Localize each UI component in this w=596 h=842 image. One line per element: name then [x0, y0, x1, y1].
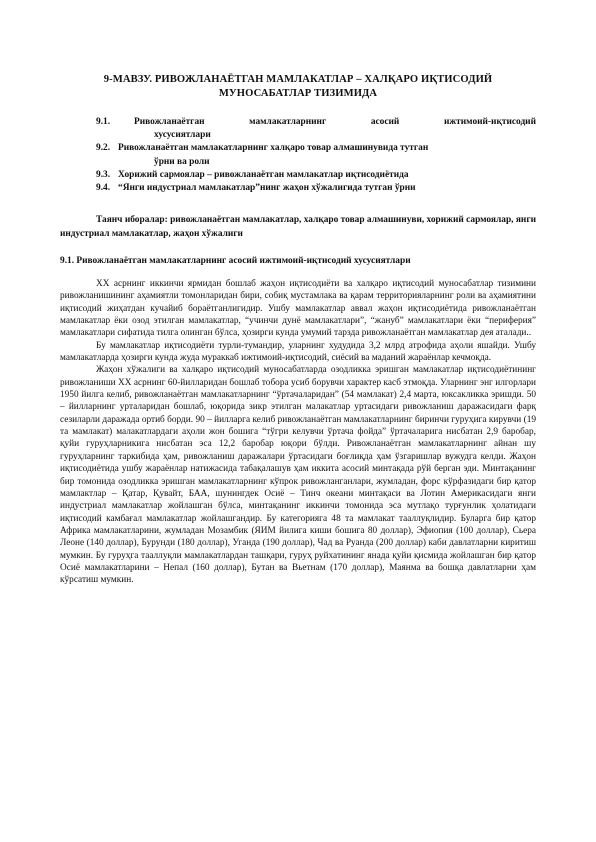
toc-item-2-text-cont: ўрни ва роли — [154, 156, 210, 167]
section-heading: 9.1. Ривожланаётган мамлакатларнинг асосий ижтимоий-иқтисодий хусусиятлари — [60, 256, 411, 266]
toc-item-4 — [96, 182, 536, 195]
toc-item-3-text: Хорижий сармоялар – ривожланаётган мамлакатлар иқтисодиётида — [118, 169, 409, 180]
paragraph-1: XX асрнинг иккинчи ярмидан бошлаб жаҳон иқтисодиёти ва халқаро иқтисодий муносабатлар тизимини ривожланишининг аҳамиятли томонларидан бири, собиқ мустамлака ва қарам территорияларнинг роли ва аҳамиятини иқтисодий жиҳатдан кучайиб бораётганлигидир. Ушбу мамлакатлар аввал жаҳон иқтисодиётида ривожланаётган мамлакатлар ёки озод этилган мамлакатлар, “учинчи дунё мамлакатлари”, “жануб” мамлакатлари ёки “периферия” мамлакатлари сифатида тилга олинган бўлса, ҳозирги кунда умумий тарзда ривожланаётган мамлакатлар дея аталади.. — [60, 279, 536, 339]
document-title — [60, 73, 536, 101]
toc-item-2 — [96, 142, 536, 168]
toc-item-1-text-cont: хусусиятлари — [154, 130, 211, 141]
toc-item-2-number: 9.2. — [96, 143, 111, 154]
toc-item-3-number: 9.3. — [96, 169, 111, 180]
title-line-2: МУНОСАБАТЛАР ТИЗИМИДА — [218, 88, 378, 99]
paragraph-2: Бу мамлакатлар иқтисодиёти турли-тумандир, уларнинг худудида 3,2 млрд атрофида аҳоли яшайди. Ушбу мамлакатларда ҳозирги кунда жуда мураккаб ижтимоий-иқтисодий, сиёсий ва маданий жараёнлар кечмоқда. — [60, 340, 536, 364]
toc-item-2-text: Ривожланаётган мамлакатларнинг халқаро товар алмашинувида тутган — [118, 143, 429, 154]
title-line-1: 9-МАВЗУ. РИВОЖЛАНАЁТГАН МАМЛАКАТЛАР – ХАЛҚАРО ИҚТИСОДИЙ — [103, 74, 493, 85]
paragraph-3: Жаҳон хўжалиги ва халқаро иқтисодий муносабатларда озодликка эришган мамлакатлар иқтисодиётининг ривожланиши XX асрнинг 60-йилларидан бошлаб тобора усиб борувчи характер касб этмоқда. Уларнинг энг илгорлари 1950 йилга келиб, ривожланаётган мамлакатларнинг “ўртачаларидан” (54 мамлакат) 2,4 марта, юксакликка эришди. 50 – йилларнинг урталаридан бошлаб, юқорида зикр этилган малакатлар уртасидаги ривожланиш даражасидаги фарқ сезиларли даражада ортиб борди. 90 – йилларга келиб ривожланаётган мамлакатларнинг биринчи гуруҳига кирувчи (19 та мамлакат) малакатлардаги аҳоли жон бошига “тўгри келувчи ўртача фойда” ўртачаларига нисбатан 2,9 баробар, қуйи гуруҳларникига нисбатан эса 12,2 баробар юқори бўлди. Ривожланаётган мамлакатларнинг айнан шу гуруҳларнинг таркибида ҳам, ривожланиш даражалари ўртасидаги боғлиқда ҳам ўзгаришлар вужудга келди. Жаҳон иқтисодиётида ушбу жараёнлар натижасида табақалашув ҳам иккита асосий минтақада рўй берган эди. Минтақанинг бир томонида озодликка эришган мамлакатларнинг кўпрок ривожланганлари, жумладан, форс кўрфазидаги бир қатор мамлактлар – Қатар, Қувайт, БАА, шунингдек Осиё – Тинч океани минтақаси ва Лотин Америкасидаги янги индустриал мамлакатлар жойлашган бўлса, минтақанинг иккинчи томонида эса мутлақо турғунлик ҳолатидаги иқтисодий камбағал мамлакатлар жойлашгандир. Бу категорияга 48 та мамлакат тааллуқлидир. Буларга бир қатор Африка мамлакатларини, жумладан Мозамбик (ЯИМ йилига киши бошига 80 доллар), Эфиопия (100 доллар), Сьера Леоне (140 доллар), Бурунди (180 доллар), Уганда (190 доллар), Чад ва Руанда (200 доллар) каби давлатларни киритиш мумкин. Бу гуруҳга тааллуқли мамлакатлардан ташқари, гуруҳ руйхатининг янада қуйи қисмида жойлашган бир қатор Осиё мамлакатларини – Непал (160 доллар), Бутан ва Вьетнам (170 доллар), Маянма ва бошқа давлатларни ҳам кўрсатиш мумкин. — [60, 365, 536, 586]
toc-item-1-number: 9.1. — [96, 117, 111, 127]
keywords-paragraph: Таянч иборалар: ривожланаётган мамлакатлар, халқаро товар алмашинуви, хорижий сармоялар, янги индустриал мамлакатлар, жаҳон хўжалиги — [60, 215, 536, 239]
toc-item-4-text: “Янги индустриал мамлакатлар”нинг жаҳон хўжалигида тутган ўрни — [118, 183, 416, 194]
toc-item-1-text: Ривожланаётган мамлакатларнинг асосий ижтимоий-иқтисодий — [134, 117, 536, 127]
body-text — [60, 278, 536, 587]
toc-item-3 — [96, 169, 536, 182]
toc-item-4-number: 9.4. — [96, 183, 111, 194]
toc-item-1 — [96, 116, 536, 142]
table-of-contents — [96, 116, 536, 195]
